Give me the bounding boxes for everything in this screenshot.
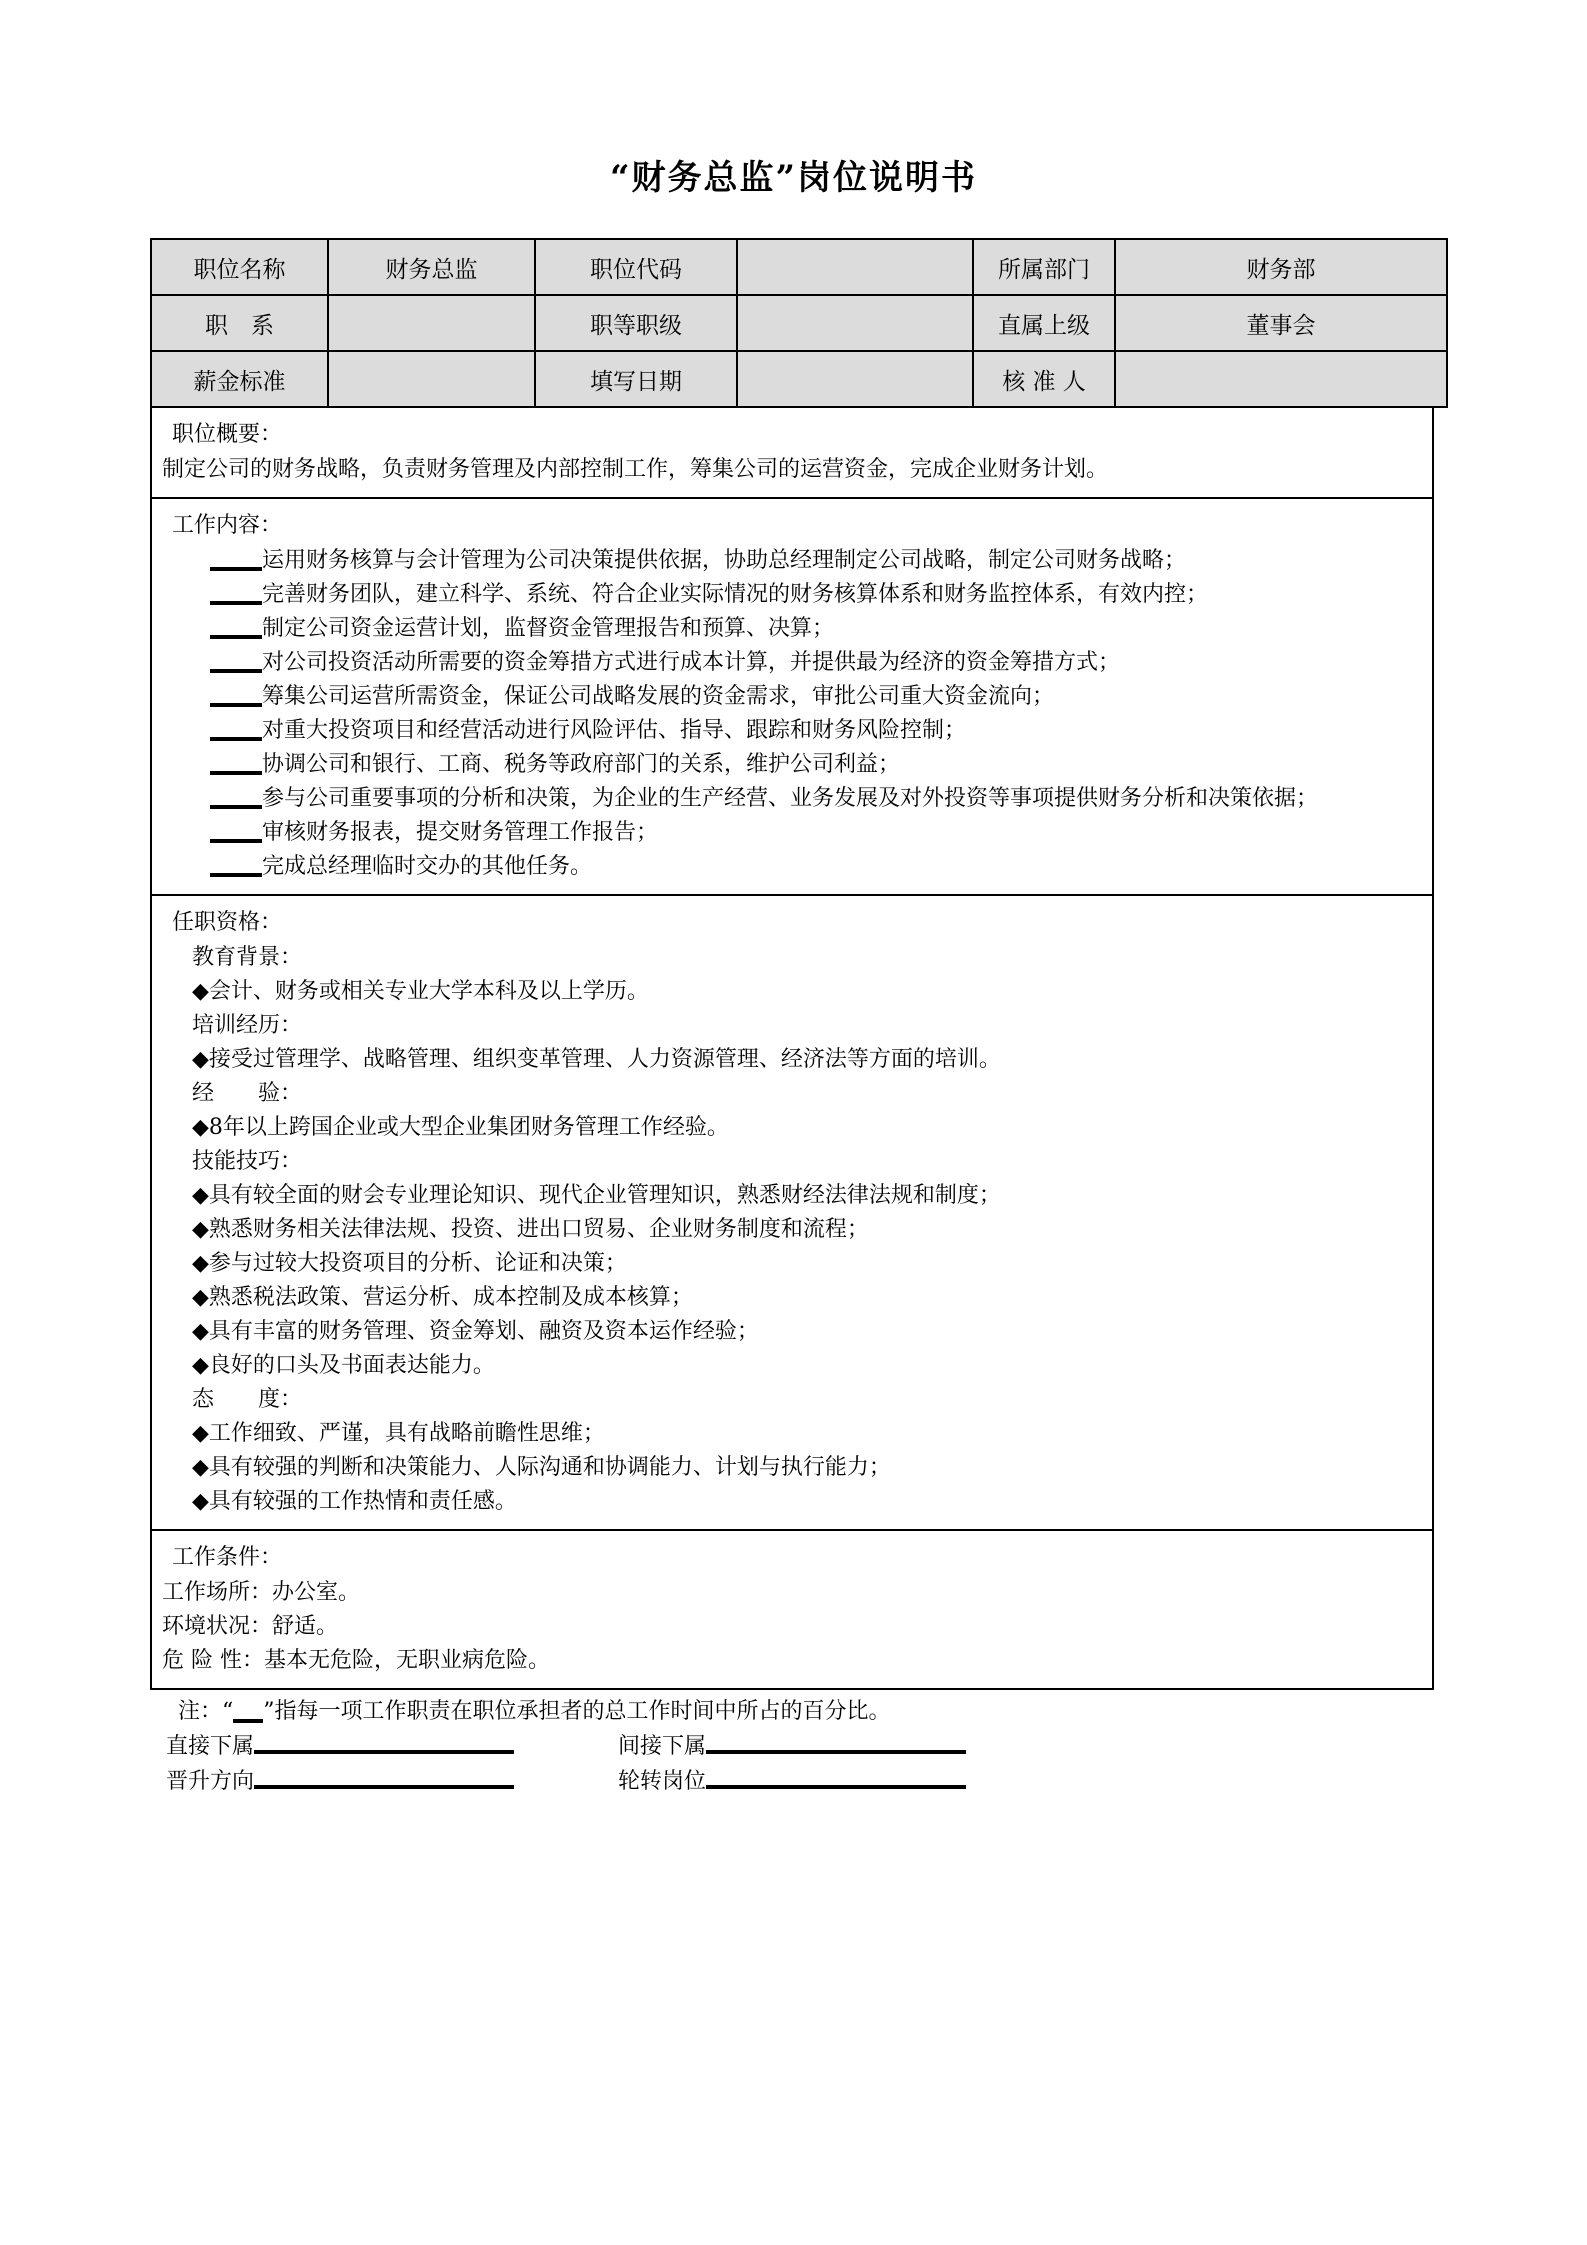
qualification-item bbox=[192, 1111, 1422, 1144]
table-row bbox=[151, 351, 1447, 407]
percentage-blank-field[interactable] bbox=[210, 737, 262, 741]
duty-item bbox=[162, 714, 1422, 747]
conditions-heading: 工作条件： bbox=[172, 1545, 283, 1570]
qualification-item bbox=[192, 1485, 1422, 1518]
cell-value-position-name[interactable]: 财务总监 bbox=[328, 239, 535, 295]
cell-label-department: 所属部门 bbox=[973, 239, 1115, 295]
bullet-diamond-icon: ◆ bbox=[192, 1183, 209, 1208]
bullet-diamond-icon: ◆ bbox=[192, 1489, 209, 1514]
field-input-indirect-subordinates[interactable] bbox=[706, 1750, 966, 1754]
condition-item-environment: 环境状况：舒适。 bbox=[162, 1614, 339, 1639]
percentage-blank-field[interactable] bbox=[210, 669, 262, 673]
qualification-text: 熟悉财务相关法律法规、投资、进出口贸易、企业财务制度和流程； bbox=[208, 1217, 869, 1242]
percentage-blank-field[interactable] bbox=[210, 805, 262, 809]
qualification-text: 参与过较大投资项目的分析、论证和决策； bbox=[208, 1251, 627, 1276]
qualification-item bbox=[192, 1349, 1422, 1382]
duties-heading: 工作内容： bbox=[172, 513, 283, 538]
field-rotation-position bbox=[618, 1764, 966, 1795]
cell-label-job-grade: 职等职级 bbox=[535, 295, 737, 351]
footer-fields-row-1 bbox=[166, 1729, 1440, 1760]
qualification-text: 会计、财务或相关专业大学本科及以上学历。 bbox=[208, 979, 649, 1004]
qualification-group-label-attitude: 态 度： bbox=[192, 1387, 303, 1412]
cell-label-job-family: 职 系 bbox=[151, 295, 328, 351]
percentage-blank-field[interactable] bbox=[210, 839, 262, 843]
summary-heading: 职位概要： bbox=[172, 422, 283, 447]
qualification-text: 具有较强的判断和决策能力、人际沟通和协调能力、计划与执行能力； bbox=[208, 1455, 891, 1480]
qualification-item bbox=[192, 975, 1422, 1008]
section-work-conditions bbox=[150, 1531, 1434, 1690]
qualification-text: 具有较强的工作热情和责任感。 bbox=[208, 1489, 517, 1514]
qualification-item bbox=[192, 1451, 1422, 1484]
bullet-diamond-icon: ◆ bbox=[192, 1285, 209, 1310]
field-label: 轮转岗位 bbox=[618, 1769, 707, 1794]
document-body bbox=[150, 238, 1434, 1690]
percentage-blank-field[interactable] bbox=[210, 635, 262, 639]
field-label: 晋升方向 bbox=[166, 1769, 255, 1794]
section-qualifications bbox=[150, 896, 1434, 1531]
spacer bbox=[514, 1764, 618, 1795]
field-promotion-path bbox=[166, 1764, 514, 1795]
duty-item bbox=[162, 782, 1422, 815]
duty-text: 运用财务核算与会计管理为公司决策提供依据，协助总经理制定公司战略，制定公司财务战略； bbox=[262, 548, 1187, 573]
table-row bbox=[151, 239, 1447, 295]
percentage-blank-field[interactable] bbox=[210, 601, 262, 605]
cell-label-position-name: 职位名称 bbox=[151, 239, 328, 295]
footnote-prefix: 注：“ bbox=[178, 1699, 234, 1724]
page-title: “财务总监”岗位说明书 bbox=[609, 158, 978, 198]
duty-text: 完善财务团队，建立科学、系统、符合企业实际情况的财务核算体系和财务监控体系，有效内控； bbox=[262, 582, 1209, 607]
percentage-blank-field[interactable] bbox=[210, 703, 262, 707]
footnote bbox=[178, 1694, 1440, 1725]
cell-value-job-family[interactable] bbox=[328, 295, 535, 351]
summary-text: 制定公司的财务战略，负责财务管理及内部控制工作，筹集公司的运营资金，完成企业财务计划。 bbox=[162, 457, 1109, 482]
duty-item bbox=[162, 748, 1422, 781]
position-info-table bbox=[150, 238, 1448, 408]
bullet-diamond-icon: ◆ bbox=[192, 1319, 209, 1344]
duty-text: 对公司投资活动所需要的资金筹措方式进行成本计算，并提供最为经济的资金筹措方式； bbox=[262, 650, 1121, 675]
footnote-suffix: ”指每一项工作职责在职位承担者的总工作时间中所占的百分比。 bbox=[263, 1699, 891, 1724]
section-position-summary bbox=[150, 408, 1434, 499]
qualification-item bbox=[192, 1213, 1422, 1246]
bullet-diamond-icon: ◆ bbox=[192, 979, 209, 1004]
duty-item bbox=[162, 816, 1422, 849]
footer-fields-row-2 bbox=[166, 1764, 1440, 1795]
field-input-promotion-path[interactable] bbox=[254, 1785, 514, 1789]
duty-text: 审核财务报表，提交财务管理工作报告； bbox=[262, 820, 659, 845]
qualification-text: 熟悉税法政策、营运分析、成本控制及成本核算； bbox=[208, 1285, 693, 1310]
bullet-diamond-icon: ◆ bbox=[192, 1115, 209, 1140]
qualification-text: 具有较全面的财会专业理论知识、现代企业管理知识，熟悉财经法律法规和制度； bbox=[208, 1183, 1001, 1208]
qualification-item bbox=[192, 1247, 1422, 1280]
bullet-diamond-icon: ◆ bbox=[192, 1047, 209, 1072]
duty-item bbox=[162, 850, 1422, 883]
qualification-text: 具有丰富的财务管理、资金筹划、融资及资本运作经验； bbox=[208, 1319, 759, 1344]
qualification-text: 良好的口头及书面表达能力。 bbox=[208, 1353, 495, 1378]
cell-label-approver: 核 准 人 bbox=[973, 351, 1115, 407]
cell-label-salary-standard: 薪金标准 bbox=[151, 351, 328, 407]
qualification-group-label-skills: 技能技巧： bbox=[192, 1149, 303, 1174]
table-row bbox=[151, 295, 1447, 351]
bullet-diamond-icon: ◆ bbox=[192, 1217, 209, 1242]
qualifications-heading: 任职资格： bbox=[172, 910, 283, 935]
bullet-diamond-icon: ◆ bbox=[192, 1353, 209, 1378]
qualification-item bbox=[192, 1043, 1422, 1076]
cell-value-position-code[interactable] bbox=[737, 239, 973, 295]
spacer bbox=[514, 1729, 618, 1760]
cell-value-salary-standard[interactable] bbox=[328, 351, 535, 407]
field-input-rotation-position[interactable] bbox=[706, 1785, 966, 1789]
qualification-text: 接受过管理学、战略管理、组织变革管理、人力资源管理、经济法等方面的培训。 bbox=[208, 1047, 1001, 1072]
cell-value-fill-date[interactable] bbox=[737, 351, 973, 407]
duty-text: 协调公司和银行、工商、税务等政府部门的关系，维护公司利益； bbox=[262, 752, 901, 777]
qualification-group-label-experience: 经 验： bbox=[192, 1081, 303, 1106]
cell-label-direct-supervisor: 直属上级 bbox=[973, 295, 1115, 351]
duty-item bbox=[162, 578, 1422, 611]
section-job-duties bbox=[150, 499, 1434, 896]
cell-label-fill-date: 填写日期 bbox=[535, 351, 737, 407]
qualification-item bbox=[192, 1281, 1422, 1314]
cell-value-department[interactable]: 财务部 bbox=[1115, 239, 1447, 295]
duty-item bbox=[162, 680, 1422, 713]
field-label: 直接下属 bbox=[166, 1734, 255, 1759]
duty-text: 制定公司资金运营计划，监督资金管理报告和预算、决算； bbox=[262, 616, 835, 641]
duty-item bbox=[162, 612, 1422, 645]
qualification-item bbox=[192, 1417, 1422, 1450]
qualification-text: 工作细致、严谨，具有战略前瞻性思维； bbox=[208, 1421, 605, 1446]
duty-item bbox=[162, 646, 1422, 679]
percentage-blank-field[interactable] bbox=[210, 567, 262, 571]
cell-label-position-code: 职位代码 bbox=[535, 239, 737, 295]
percentage-blank-field[interactable] bbox=[210, 771, 262, 775]
qualification-item bbox=[192, 1315, 1422, 1348]
bullet-diamond-icon: ◆ bbox=[192, 1455, 209, 1480]
cell-value-job-grade[interactable] bbox=[737, 295, 973, 351]
qualification-text: 8年以上跨国企业或大型企业集团财务管理工作经验。 bbox=[208, 1115, 729, 1140]
bullet-diamond-icon: ◆ bbox=[192, 1421, 209, 1446]
percentage-blank-field[interactable] bbox=[210, 873, 262, 877]
condition-item-workplace: 工作场所：办公室。 bbox=[162, 1580, 361, 1605]
cell-value-direct-supervisor[interactable]: 董事会 bbox=[1115, 295, 1447, 351]
cell-value-approver[interactable] bbox=[1115, 351, 1447, 407]
qualification-group-label-education: 教育背景： bbox=[192, 945, 303, 970]
duty-text: 参与公司重要事项的分析和决策，为企业的生产经营、业务发展及对外投资等事项提供财务分析和决策依据； bbox=[262, 786, 1319, 811]
field-direct-subordinates bbox=[166, 1729, 514, 1760]
bullet-diamond-icon: ◆ bbox=[192, 1251, 209, 1276]
document-footer bbox=[150, 1694, 1440, 1795]
field-label: 间接下属 bbox=[618, 1734, 707, 1759]
qualification-group-label-training: 培训经历： bbox=[192, 1013, 303, 1038]
field-input-direct-subordinates[interactable] bbox=[254, 1750, 514, 1754]
duty-text: 完成总经理临时交办的其他任务。 bbox=[262, 854, 593, 879]
qualification-item bbox=[192, 1179, 1422, 1212]
duty-item bbox=[162, 544, 1422, 577]
condition-item-hazard: 危 险 性：基本无危险，无职业病危险。 bbox=[162, 1648, 550, 1673]
footnote-blank-icon bbox=[233, 1719, 263, 1723]
duty-text: 筹集公司运营所需资金，保证公司战略发展的资金需求，审批公司重大资金流向； bbox=[262, 684, 1055, 709]
field-indirect-subordinates bbox=[618, 1729, 966, 1760]
duty-text: 对重大投资项目和经营活动进行风险评估、指导、跟踪和财务风险控制； bbox=[262, 718, 967, 743]
